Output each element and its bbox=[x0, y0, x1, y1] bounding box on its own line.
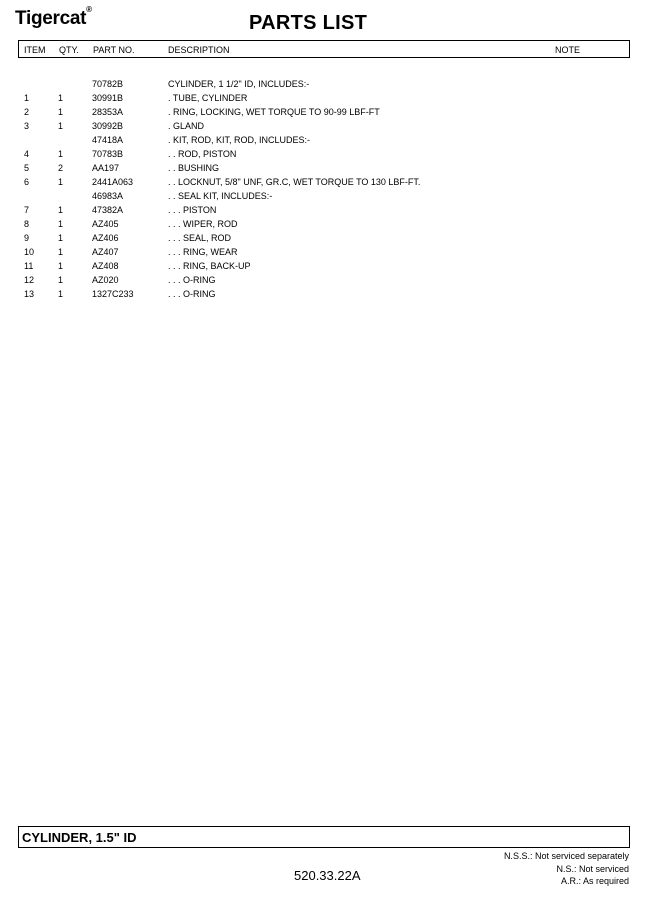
row-item: 10 bbox=[24, 247, 35, 257]
table-row bbox=[18, 105, 630, 119]
row-item: 12 bbox=[24, 275, 35, 285]
column-header-bar bbox=[18, 40, 630, 58]
legend-line-ar: A.R.: As required bbox=[560, 876, 629, 886]
row-description: . . . O-RING bbox=[168, 289, 216, 299]
column-header-qty: QTY. bbox=[59, 45, 79, 55]
row-item: 9 bbox=[24, 233, 30, 243]
row-description: . . . PISTON bbox=[168, 205, 217, 215]
table-row bbox=[18, 161, 630, 175]
row-part-no: AZ408 bbox=[92, 261, 119, 271]
brand-logo-text: Tigercat bbox=[15, 8, 87, 29]
row-part-no: 47418A bbox=[92, 135, 124, 145]
row-qty: 1 bbox=[58, 205, 64, 215]
row-part-no: 30991B bbox=[92, 93, 124, 103]
row-description: . . . WIPER, ROD bbox=[168, 219, 238, 229]
row-item: 5 bbox=[24, 163, 30, 173]
table-row bbox=[18, 133, 630, 147]
row-qty: 1 bbox=[58, 247, 64, 257]
table-row bbox=[18, 203, 630, 217]
column-header-description: DESCRIPTION bbox=[168, 45, 230, 55]
column-header-note: NOTE bbox=[555, 45, 581, 55]
row-description: . RING, LOCKING, WET TORQUE TO 90-99 LBF-FT bbox=[168, 107, 380, 117]
table-row bbox=[18, 147, 630, 161]
row-part-no: 70783B bbox=[92, 149, 124, 159]
row-qty: 1 bbox=[58, 107, 64, 117]
table-row bbox=[18, 287, 630, 301]
row-part-no: AZ405 bbox=[92, 219, 119, 229]
row-item: 11 bbox=[24, 261, 34, 271]
legend-line-nss: N.S.S.: Not serviced separately bbox=[503, 851, 629, 861]
row-qty: 1 bbox=[58, 289, 64, 299]
table-row bbox=[18, 217, 630, 231]
row-qty: 1 bbox=[58, 219, 64, 229]
parts-table bbox=[18, 77, 630, 301]
column-header-part-no: PART NO. bbox=[93, 45, 135, 55]
row-qty: 1 bbox=[58, 233, 64, 243]
table-row bbox=[18, 119, 630, 133]
row-part-no: AZ406 bbox=[92, 233, 119, 243]
legend-line-ns: N.S.: Not serviced bbox=[556, 863, 629, 874]
abbreviation-legend bbox=[504, 850, 629, 888]
row-item: 7 bbox=[24, 205, 30, 215]
table-row bbox=[18, 175, 630, 189]
row-description: CYLINDER, 1 1/2" ID, INCLUDES:- bbox=[168, 79, 310, 89]
row-part-no: 46983A bbox=[92, 191, 124, 201]
row-qty: 1 bbox=[58, 177, 64, 187]
table-row bbox=[18, 259, 630, 273]
row-part-no: AZ407 bbox=[92, 247, 119, 257]
footer-title-bar bbox=[18, 826, 630, 848]
brand-logo bbox=[15, 5, 92, 30]
row-description: . GLAND bbox=[168, 121, 205, 131]
table-row bbox=[18, 273, 630, 287]
row-part-no: AA197 bbox=[92, 163, 120, 173]
row-description: . KIT, ROD, KIT, ROD, INCLUDES:- bbox=[168, 135, 311, 145]
row-qty: 2 bbox=[58, 163, 64, 173]
row-qty: 1 bbox=[58, 149, 64, 159]
row-item: 13 bbox=[24, 289, 35, 299]
row-part-no: 1327C233 bbox=[92, 289, 134, 299]
row-item: 1 bbox=[24, 93, 30, 103]
row-part-no: 28353A bbox=[92, 107, 124, 117]
row-item: 3 bbox=[24, 121, 30, 131]
row-part-no: 47382A bbox=[92, 205, 124, 215]
row-description: . . SEAL KIT, INCLUDES:- bbox=[168, 191, 273, 201]
row-part-no: 2441A063 bbox=[92, 177, 134, 187]
row-description: . TUBE, CYLINDER bbox=[168, 93, 248, 103]
row-qty: 1 bbox=[58, 93, 64, 103]
row-item: 6 bbox=[24, 177, 30, 187]
row-item: 2 bbox=[24, 107, 30, 117]
document-number: 520.33.22A bbox=[294, 868, 361, 883]
row-qty: 1 bbox=[58, 261, 64, 271]
table-row bbox=[18, 77, 630, 91]
page-title: PARTS LIST bbox=[249, 12, 368, 34]
row-description: . . BUSHING bbox=[168, 163, 220, 173]
table-row bbox=[18, 231, 630, 245]
row-description: . . . SEAL, ROD bbox=[168, 233, 232, 243]
row-description: . . . RING, BACK-UP bbox=[168, 261, 251, 271]
row-part-no: AZ020 bbox=[92, 275, 119, 285]
row-qty: 1 bbox=[58, 275, 64, 285]
row-part-no: 70782B bbox=[92, 79, 124, 89]
row-qty: 1 bbox=[58, 121, 64, 131]
row-description: . . . O-RING bbox=[168, 275, 216, 285]
column-header-item: ITEM bbox=[24, 45, 46, 55]
row-item: 8 bbox=[24, 219, 30, 229]
table-row bbox=[18, 91, 630, 105]
table-row bbox=[18, 189, 630, 203]
registered-mark: ® bbox=[86, 5, 92, 14]
table-row bbox=[18, 245, 630, 259]
row-description: . . ROD, PISTON bbox=[168, 149, 237, 159]
row-description: . . LOCKNUT, 5/8" UNF, GR.C, WET TORQUE TO 130 LBF-FT. bbox=[168, 177, 421, 187]
row-item: 4 bbox=[24, 149, 30, 159]
row-part-no: 30992B bbox=[92, 121, 124, 131]
row-description: . . . RING, WEAR bbox=[168, 247, 238, 257]
assembly-title: CYLINDER, 1.5" ID bbox=[22, 830, 137, 845]
